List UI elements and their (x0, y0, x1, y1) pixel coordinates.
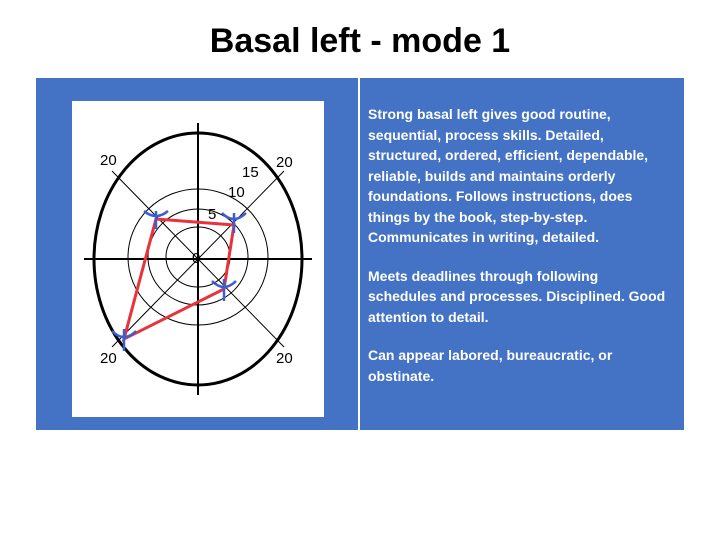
slide-title: Basal left - mode 1 (209, 22, 511, 60)
description-paragraph-2: Meets deadlines through following schedules and processes. Disciplined. Good attention to detail. (368, 267, 666, 325)
panel-divider (358, 78, 360, 430)
label-center: 0 (192, 250, 201, 267)
description-paragraph-1: Strong basal left gives good routine, sequential, process skills. Detailed, structured, ordered, efficient, dependable, reliable, builds and maintains orderly foundations. Follows instructions, does things by the book, step-by-step. Communicates in writing, detailed. (368, 106, 649, 245)
label-top-left-20: 20 (100, 152, 117, 169)
label-ring-10: 10 (228, 184, 245, 201)
label-top-right-20: 20 (276, 154, 293, 171)
description-column (368, 104, 668, 404)
marker-bottom-left (112, 329, 136, 351)
label-ring-15: 15 (242, 164, 259, 181)
description-paragraph-3: Can appear labored, bureaucratic, or obstinate. (368, 347, 613, 384)
quadrant-diagram-svg (72, 101, 324, 417)
label-ring-5: 5 (208, 206, 217, 223)
label-bottom-right-20: 20 (276, 350, 293, 367)
label-bottom-left-20: 20 (100, 350, 117, 367)
quadrant-diagram (72, 101, 324, 417)
